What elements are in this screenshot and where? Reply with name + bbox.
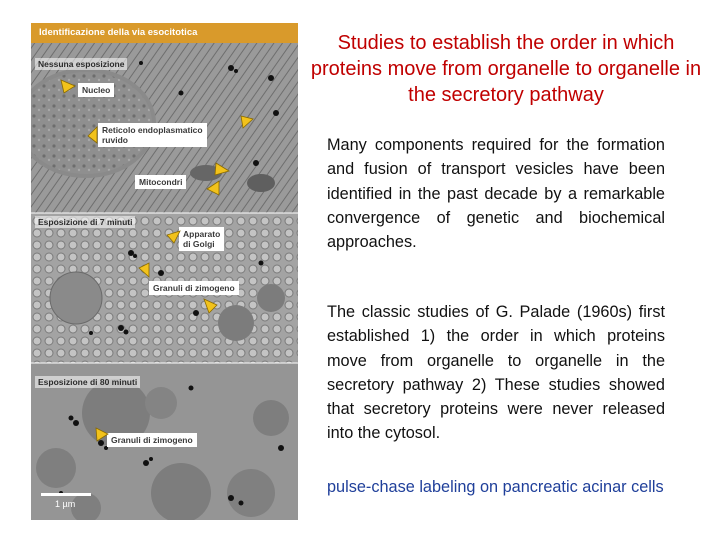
paragraph-components: Many components required for the formation and fusion of transport vesicles have been identified in the past decade by a remarkable convergence of genetic and biochemical approaches. <box>327 136 665 252</box>
label-rer <box>98 123 207 147</box>
label-golgi-line2: di Golgi <box>183 239 215 249</box>
label-rer-line1: Reticolo endoplasmatico <box>102 125 203 135</box>
section-80-min: Esposizione di 80 minuti <box>35 376 140 388</box>
label-nucleus: Nucleo <box>78 83 114 97</box>
micrograph-figure <box>31 23 298 520</box>
label-golgi <box>179 227 224 251</box>
label-golgi-line1: Apparato <box>183 229 221 239</box>
label-zymogen-7min: Granuli di zimogeno <box>149 281 239 295</box>
scale-bar <box>41 493 91 496</box>
section-no-exposure: Nessuna esposizione <box>35 58 127 70</box>
label-rer-line2: ruvido <box>102 135 128 145</box>
paragraph-palade: The classic studies of G. Palade (1960s) first established 1) the order in which proteins move from organelle to organelle in the secretory pathway 2) These studies showed that secretory proteins were never released into the cytosol. <box>327 303 665 443</box>
pulse-chase-caption: pulse-chase labeling on pancreatic acinar cells <box>327 478 664 496</box>
section-7-min: Esposizione di 7 minuti <box>35 216 135 228</box>
label-zymogen-80min: Granuli di zimogeno <box>107 433 197 447</box>
label-mitochondria: Mitocondri <box>135 175 186 189</box>
slide-title: Studies to establish the order in which proteins move from organelle to organelle in the secretory pathway <box>310 32 702 106</box>
scale-label: 1 µm <box>55 499 76 509</box>
figure-title: Identificazione della via esocitotica <box>31 23 298 43</box>
